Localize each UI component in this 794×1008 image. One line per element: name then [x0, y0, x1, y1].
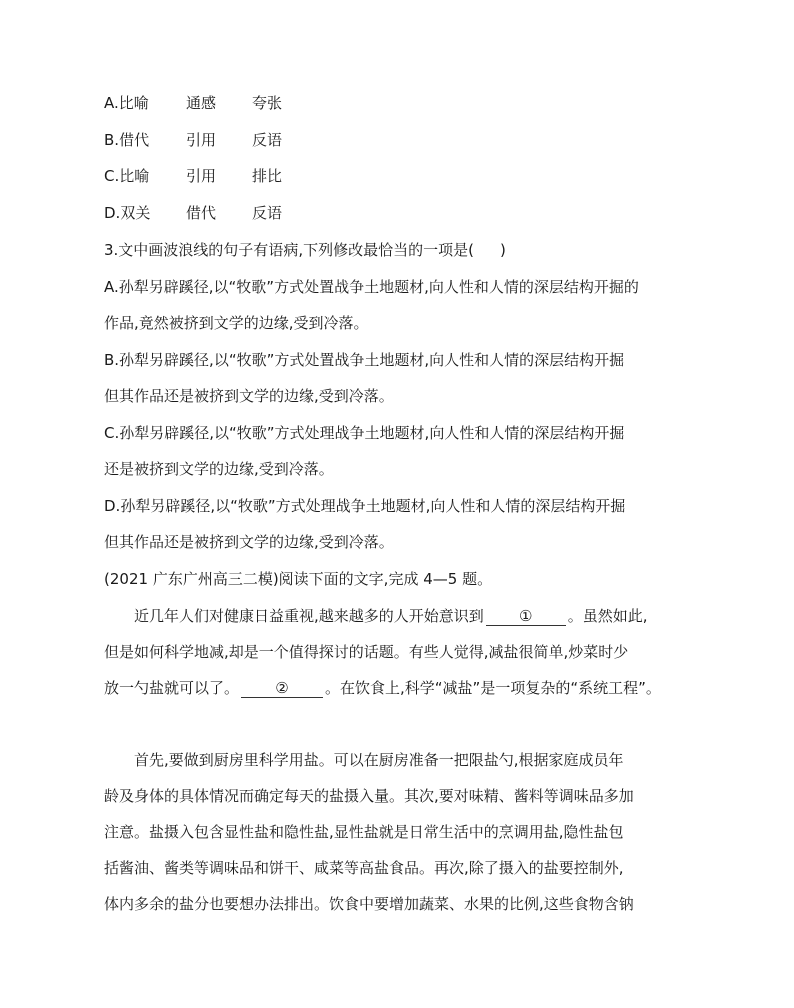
- blank-2: ②: [241, 679, 323, 698]
- option-letter: B.: [104, 131, 120, 149]
- q3-option-d-line2: 但其作品还是被挤到文学的边缘,受到冷落。: [104, 533, 394, 551]
- q3-option-c-line2: 还是被挤到文学的边缘,受到冷落。: [104, 460, 334, 478]
- passage-p1-line3: 放一勺盐就可以了。 ② 。在饮食上,科学“减盐”是一项复杂的“系统工程”。: [104, 679, 661, 697]
- passage-p2-line5: 体内多余的盐分也要想办法排出。饮食中要增加蔬菜、水果的比例,这些食物含钠: [104, 895, 634, 913]
- option-item: 比喻: [119, 167, 150, 185]
- q3-option-b-line1: B.孙犁另辟蹊径,以“牧歌”方式处置战争土地题材,向人性和人情的深层结构开掘: [104, 351, 625, 369]
- passage-p1-line2: 但是如何科学地减,却是一个值得探讨的话题。有些人觉得,减盐很简单,炒菜时少: [104, 643, 629, 661]
- option-item: 夸张: [252, 94, 283, 112]
- q3-option-d-line1: D.孙犁另辟蹊径,以“牧歌”方式处理战争土地题材,向人性和人情的深层结构开掘: [104, 497, 626, 515]
- source-line: (2021 广东广州高三二模)阅读下面的文字,完成 4—5 题。: [104, 570, 493, 588]
- passage-p2-line4: 括酱油、酱类等调味品和饼干、咸菜等高盐食品。再次,除了摄入的盐要控制外,: [104, 859, 624, 877]
- q2-option-d: [104, 203, 282, 223]
- source-place: 广东广州高三二模: [152, 570, 273, 588]
- option-letter: D.: [104, 204, 121, 222]
- option-item: 反语: [252, 204, 283, 222]
- option-letter: C.: [104, 167, 120, 185]
- q3-option-a-line1: A.孙犁另辟蹊径,以“牧歌”方式处置战争土地题材,向人性和人情的深层结构开掘的: [104, 278, 639, 296]
- option-item: 引用: [186, 131, 217, 149]
- option-item: 反语: [252, 131, 283, 149]
- option-item: 借代: [119, 131, 150, 149]
- passage-p1-line1: 近几年人们对健康日益重视,越来越多的人开始意识到 ① 。虽然如此,: [134, 607, 648, 625]
- option-letter: A.: [104, 94, 119, 112]
- blank-1: ①: [486, 607, 566, 626]
- option-item: 比喻: [118, 94, 149, 112]
- q3-option-b-line2: 但其作品还是被挤到文学的边缘,受到冷落。: [104, 387, 394, 405]
- option-item: 借代: [186, 204, 217, 222]
- option-item: 通感: [186, 94, 217, 112]
- q2-option-a: [104, 93, 282, 113]
- q3-option-a-line2: 作品,竟然被挤到文学的边缘,受到冷落。: [104, 314, 369, 332]
- option-item: 引用: [186, 167, 217, 185]
- q3-stem: 3.文中画波浪线的句子有语病,下列修改最恰当的一项是( ): [104, 241, 506, 259]
- option-item: 排比: [252, 167, 283, 185]
- passage-p2-line2: 龄及身体的具体情况而确定每天的盐摄入量。其次,要对味精、酱料等调味品多加: [104, 787, 634, 805]
- passage-p2-line3: 注意。盐摄入包含显性盐和隐性盐,显性盐就是日常生活中的烹调用盐,隐性盐包: [104, 823, 624, 841]
- q2-option-b: [104, 130, 282, 150]
- option-item: 双关: [120, 204, 151, 222]
- q3-option-c-line1: C.孙犁另辟蹊径,以“牧歌”方式处理战争土地题材,向人性和人情的深层结构开掘: [104, 424, 625, 442]
- q2-option-c: [104, 166, 282, 186]
- passage-p2-line1: 首先,要做到厨房里科学用盐。可以在厨房准备一把限盐勺,根据家庭成员年: [134, 751, 624, 769]
